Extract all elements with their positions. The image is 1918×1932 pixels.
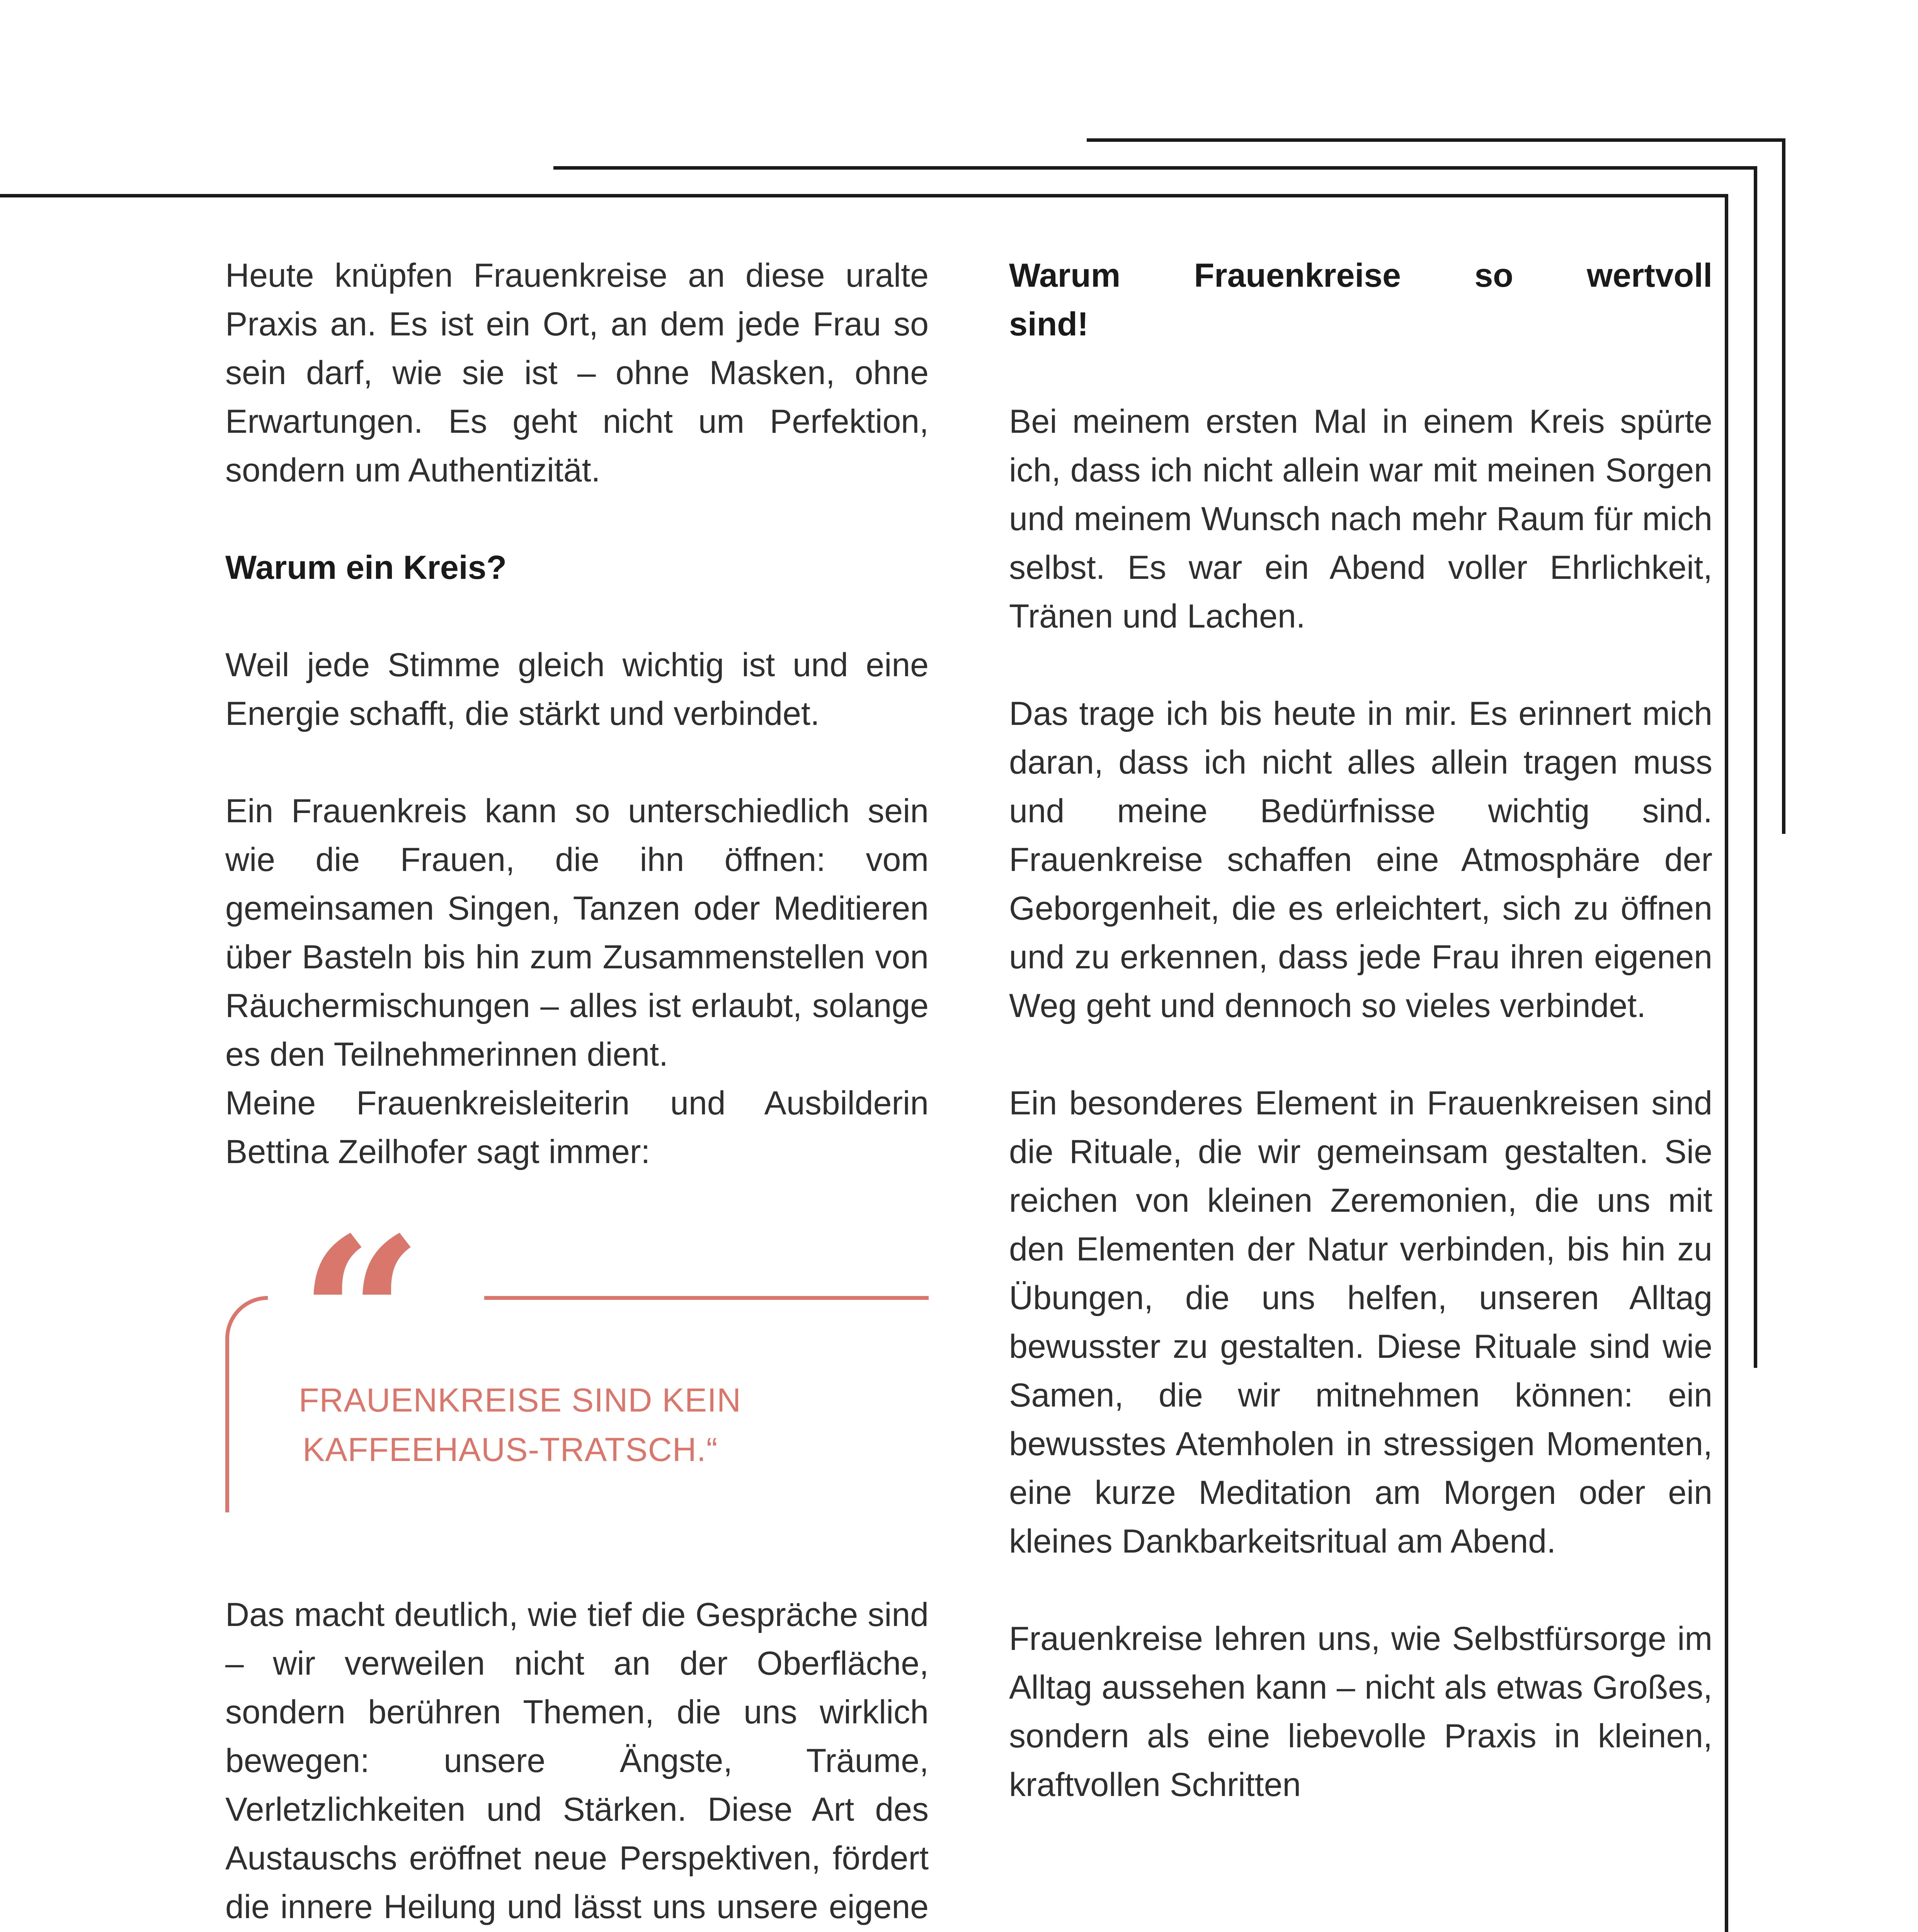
quote-line-1: FRAUENKREISE SIND KEIN (299, 1382, 741, 1419)
pull-quote (225, 1190, 929, 1542)
frame-line-right-outer (1782, 138, 1785, 834)
frame-line-top-inner (0, 194, 1728, 197)
right-heading (1009, 251, 1712, 349)
right-heading-line-1: Warum Frauenkreise so wertvoll (1009, 257, 1712, 294)
right-paragraph-4: Frauenkreise lehren uns, wie Selbstfürsorge im Alltag aussehen kann – nicht als etwas Großes, sondern als eine liebevolle Praxis in kleinen, kraftvollen Schritten (1009, 1620, 1712, 1803)
left-paragraph-1: Heute knüpfen Frauenkreise an diese uralte Praxis an. Es ist ein Ort, an dem jede Frau so sein darf, wie sie ist – ohne Masken, ohne Erwartungen. Es geht nicht um Perfektion, sondern um Authentizität. (225, 257, 929, 489)
left-heading: Warum ein Kreis? (225, 549, 507, 586)
left-paragraph-5: Das macht deutlich, wie tief die Gespräche sind – wir verweilen nicht an der Oberfläche, sondern berühren Themen, die uns wirklich bewegen: unsere Ängste, Träume, Verletzlichkeiten und Stärken. Diese Art des Austauschs eröffnet neue Perspektiven, fördert die innere Heilung und lässt uns unsere eigene (225, 1596, 929, 1925)
right-column (1009, 251, 1712, 1858)
left-paragraph-4: Meine Frauenkreisleiterin und Ausbilderin Bettina Zeilhofer sagt immer: (225, 1085, 929, 1170)
frame-line-right-middle (1754, 166, 1757, 1368)
frame-line-top-middle (553, 166, 1757, 170)
left-paragraph-2: Weil jede Stimme gleich wichtig ist und eine Energie schafft, die stärkt und verbindet. (225, 646, 929, 732)
left-column (225, 251, 929, 1932)
right-heading-line-2: sind! (1009, 306, 1089, 343)
quote-rule-decoration (484, 1296, 929, 1300)
frame-line-right-inner (1725, 194, 1728, 1932)
quote-bracket-decoration (225, 1296, 268, 1512)
right-paragraph-3: Ein besonderes Element in Frauenkreisen sind die Rituale, die wir gemeinsam gestalten. Sie reichen von kleinen Zeremonien, die uns mit den Elementen der Natur verbinden, bis hin zu Übungen, die uns helfen, unseren Alltag bewusster zu gestalten. Diese Rituale sind wie Samen, die wir mitnehmen können: ein bewusstes Atemholen in stressigen Momenten, eine kurze Meditation am Morgen oder ein kleines Dankbarkeitsritual am Abend. (1009, 1085, 1712, 1560)
frame-line-top-outer (1087, 138, 1785, 142)
quotation-marks-icon: “ (299, 1190, 424, 1445)
right-paragraph-2: Das trage ich bis heute in mir. Es erinnert mich daran, dass ich nicht alles allein tragen muss und meine Bedürfnisse wichtig sind. Frauenkreise schaffen eine Atmosphäre der Geborgenheit, die es erleichtert, sich zu öffnen und zu erkennen, dass jede Frau ihren eigenen Weg geht und dennoch so vieles verbindet. (1009, 695, 1712, 1024)
right-paragraph-1: Bei meinem ersten Mal in einem Kreis spürte ich, dass ich nicht allein war mit meinen Sorgen und meinem Wunsch nach mehr Raum für mich selbst. Es war ein Abend voller Ehrlichkeit, Tränen und Lachen. (1009, 403, 1712, 635)
quote-text (299, 1376, 878, 1475)
left-paragraph-3: Ein Frauenkreis kann so unterschiedlich sein wie die Frauen, die ihn öffnen: vom gemeinsamen Singen, Tanzen oder Meditieren über Basteln bis hin zum Zusammenstellen von Räuchermischungen – alles ist erlaubt, solange es den Teilnehmerinnen dient. (225, 793, 929, 1073)
quote-line-2: KAFFEEHAUS-TRATSCH.“ (303, 1431, 718, 1468)
